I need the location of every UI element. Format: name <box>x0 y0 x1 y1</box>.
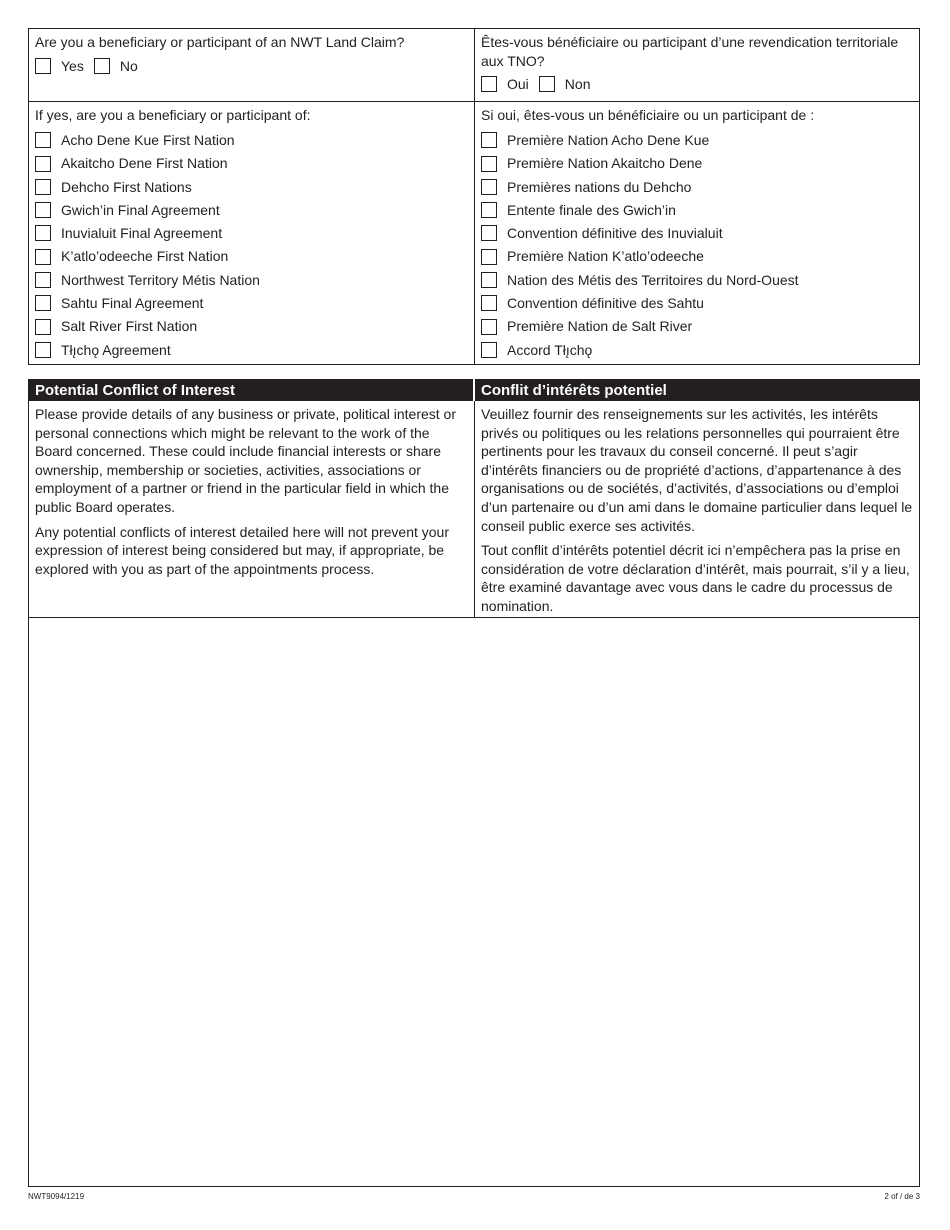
list-item[interactable] <box>481 198 913 221</box>
option-checkbox[interactable] <box>35 202 51 218</box>
option-checkbox[interactable] <box>481 319 497 335</box>
option-checkbox[interactable] <box>35 295 51 311</box>
land-claim-section <box>28 28 920 365</box>
non-option[interactable] <box>539 75 591 94</box>
option-checkbox[interactable] <box>35 156 51 172</box>
option-label: Première Nation Acho Dene Kue <box>507 131 710 148</box>
beneficiary-list-en <box>29 102 475 364</box>
option-label: Premières nations du Dehcho <box>507 178 692 195</box>
list-item[interactable] <box>481 245 913 268</box>
page-number: 2 of / de 3 <box>884 1192 920 1201</box>
option-label: Entente finale des Gwich’in <box>507 201 676 218</box>
conflict-paragraph-1: Please provide details of any business or private, political interest or personal connections which might be relevant to the work of the Board concerned. These could include financial interests or share ownership, membership or societies, activities, associations or employment of a partner or friend in the particular field in which the public Board operates. <box>35 406 456 515</box>
list-item[interactable] <box>481 338 913 361</box>
option-label: Sahtu Final Agreement <box>61 295 204 312</box>
list-item[interactable] <box>35 198 468 221</box>
yes-checkbox[interactable] <box>35 58 51 74</box>
list-item[interactable] <box>35 245 468 268</box>
conflict-instructions-en <box>29 401 475 617</box>
option-label: Nation des Métis des Territoires du Nord-Ouest <box>507 271 799 288</box>
list-item[interactable] <box>35 292 468 315</box>
list-item[interactable] <box>35 152 468 175</box>
conflict-paragraph-1-fr: Veuillez fournir des renseignements sur les activités, les intérêts privés ou politiques ou les relations personnelles qui pourraient être pertinents pour les travaux du conseil concerné. Il peut s’agir d’intérêts financiers ou de propriété d’actions, d’appartenance à des organisations ou de sociétés, d’activités, d’associations ou d’emploi d’un partenaire ou d’un ami dans le domaine particulier dans lequel le conseil public exerce ses activités. <box>481 406 913 534</box>
conflict-paragraph-2: Any potential conflicts of interest detailed here will not prevent your expression of interest being considered but may, if appropriate, be explored with you as part of the appointments process. <box>35 523 450 577</box>
no-checkbox[interactable] <box>94 58 110 74</box>
beneficiary-options-en <box>35 129 468 362</box>
option-checkbox[interactable] <box>35 225 51 241</box>
option-label: Convention définitive des Sahtu <box>507 295 704 312</box>
conflict-details-textarea[interactable] <box>29 618 919 1186</box>
beneficiary-options-fr <box>481 129 913 362</box>
option-checkbox[interactable] <box>35 132 51 148</box>
option-label: Gwich’in Final Agreement <box>61 201 220 218</box>
question-text-fr: Êtes-vous bénéficiaire ou participant d’une revendication territoriale aux TNO? <box>481 34 899 69</box>
non-label: Non <box>564 76 591 93</box>
option-checkbox[interactable] <box>35 249 51 265</box>
list-item[interactable] <box>481 129 913 152</box>
option-checkbox[interactable] <box>481 272 497 288</box>
option-checkbox[interactable] <box>481 202 497 218</box>
beneficiary-list-fr <box>475 102 919 364</box>
list-item[interactable] <box>481 152 913 175</box>
option-label: Tłı̨chǫ Agreement <box>61 341 171 358</box>
land-claim-question-en <box>29 29 475 101</box>
option-label: Accord Tłı̨chǫ <box>507 341 593 358</box>
option-checkbox[interactable] <box>481 132 497 148</box>
option-checkbox[interactable] <box>481 342 497 358</box>
list-item[interactable] <box>481 222 913 245</box>
option-checkbox[interactable] <box>35 342 51 358</box>
option-checkbox[interactable] <box>481 249 497 265</box>
option-checkbox[interactable] <box>481 295 497 311</box>
option-checkbox[interactable] <box>35 272 51 288</box>
list-item[interactable] <box>35 222 468 245</box>
conflict-section <box>28 379 920 1187</box>
list-item[interactable] <box>35 175 468 198</box>
option-checkbox[interactable] <box>35 319 51 335</box>
option-label: Convention définitive des Inuvialuit <box>507 225 723 242</box>
no-label: No <box>119 57 138 74</box>
option-label: Première Nation de Salt River <box>507 318 693 335</box>
conflict-title-en: Potential Conflict of Interest <box>29 379 475 401</box>
option-label: Northwest Territory Métis Nation <box>61 271 260 288</box>
yes-option[interactable] <box>35 57 84 76</box>
option-label: Première Nation Akaitcho Dene <box>507 155 703 172</box>
conflict-instructions-fr <box>475 401 919 617</box>
list-item[interactable] <box>35 129 468 152</box>
list-item[interactable] <box>35 315 468 338</box>
oui-checkbox[interactable] <box>481 76 497 92</box>
conflict-paragraph-2-fr: Tout conflit d’intérêts potentiel décrit ici n’empêchera pas la prise en considération de votre déclaration d’intérêt, mais pourrait, s’il y a lieu, être examiné davantage avec vous dans le cadre du processus de nomination. <box>481 542 910 614</box>
option-label: K’atlo’odeeche First Nation <box>61 248 229 265</box>
oui-label: Oui <box>507 76 529 93</box>
option-checkbox[interactable] <box>35 179 51 195</box>
land-claim-question-fr <box>475 29 919 101</box>
option-label: Salt River First Nation <box>61 318 198 335</box>
option-label: Première Nation K’atlo’odeeche <box>507 248 704 265</box>
option-label: Inuvialuit Final Agreement <box>61 225 223 242</box>
no-option[interactable] <box>94 57 138 76</box>
list-item[interactable] <box>481 315 913 338</box>
option-checkbox[interactable] <box>481 156 497 172</box>
list-item[interactable] <box>481 268 913 291</box>
list-item[interactable] <box>481 292 913 315</box>
option-label: Akaitcho Dene First Nation <box>61 155 228 172</box>
list-item[interactable] <box>35 338 468 361</box>
option-checkbox[interactable] <box>481 179 497 195</box>
non-checkbox[interactable] <box>539 76 555 92</box>
list-item[interactable] <box>481 175 913 198</box>
list-intro-fr: Si oui, êtes-vous un bénéficiaire ou un participant de : <box>481 107 815 123</box>
question-text: Are you a beneficiary or participant of an NWT Land Claim? <box>35 34 405 50</box>
list-item[interactable] <box>35 268 468 291</box>
conflict-title-fr: Conflit d’intérêts potentiel <box>475 379 919 401</box>
option-label: Acho Dene Kue First Nation <box>61 131 235 148</box>
oui-option[interactable] <box>481 75 529 94</box>
form-number: NWT9094/1219 <box>28 1192 85 1201</box>
list-intro: If yes, are you a beneficiary or participant of: <box>35 107 311 123</box>
option-checkbox[interactable] <box>481 225 497 241</box>
option-label: Dehcho First Nations <box>61 178 192 195</box>
yes-label: Yes <box>61 57 84 74</box>
